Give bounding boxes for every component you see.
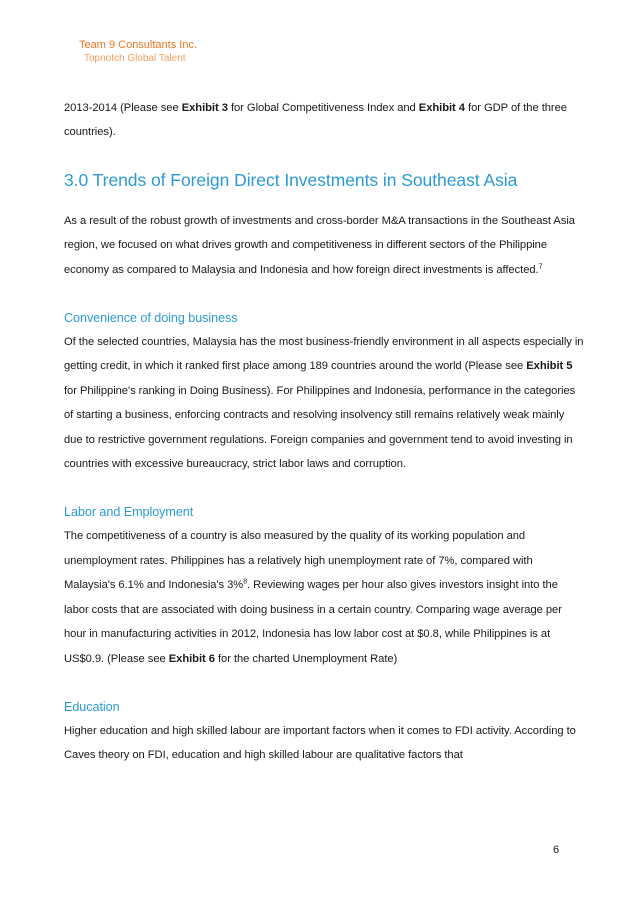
exhibit-5-ref: Exhibit 5 bbox=[526, 360, 573, 373]
exhibit-4-ref: Exhibit 4 bbox=[418, 102, 465, 114]
convenience-paragraph bbox=[64, 330, 584, 476]
footnote-7: 7 bbox=[538, 262, 543, 270]
exhibit-3-ref: Exhibit 3 bbox=[181, 102, 228, 114]
education-heading: Education bbox=[64, 699, 120, 714]
document-body bbox=[64, 96, 584, 768]
education-paragraph: Higher education and high skilled labour are important factors when it comes to FDI activity. According to Caves theory on FDI, education and high skilled labour are qualitative factors that bbox=[64, 724, 576, 762]
company-name: Team 9 Consultants Inc. bbox=[79, 39, 198, 51]
convenience-text-1: Of the selected countries, Malaysia has the most business-friendly environment in all aspects especially in getting credit, in which it ranked first place among 189 countries around the world (Please see bbox=[64, 336, 584, 373]
labor-heading: Labor and Employment bbox=[64, 505, 194, 520]
footnote-8: 8 bbox=[243, 578, 248, 586]
section-paragraph bbox=[64, 209, 584, 282]
labor-text-3: for the charted Unemployment Rate) bbox=[214, 652, 398, 665]
intro-paragraph bbox=[64, 96, 584, 145]
section-title: 3.0 Trends of Foreign Direct Investments in Southeast Asia bbox=[64, 169, 518, 190]
section-text: As a result of the robust growth of investments and cross-border M&A transactions in the Southeast Asia region, we focused on what drives growth and competitiveness in different sectors of the Philippine economy as compared to Malaysia and Indonesia and how foreign direct investments is affected. bbox=[64, 214, 575, 276]
intro-text-1: 2013-2014 (Please see bbox=[64, 102, 182, 114]
labor-text-2: . Reviewing wages per hour also gives investors insight into the labor costs that are associated with doing business in a certain country. Comparing wage average per hour in manufacturing activities in 2012, Indonesia has low labor cost at $0.8, while Philippines is at US$0.9. (Please see bbox=[64, 579, 562, 665]
intro-text-3: for GDP of the three countries). bbox=[64, 102, 567, 139]
convenience-heading: Convenience of doing business bbox=[64, 311, 238, 326]
labor-paragraph bbox=[64, 524, 584, 670]
intro-text-2: for Global Competitiveness Index and bbox=[227, 102, 419, 114]
page-number: 6 bbox=[553, 844, 560, 856]
page-header bbox=[79, 38, 197, 66]
labor-text-1: The competitiveness of a country is also measured by the quality of its working population and unemployment rates. Philippines has a relatively high unemployment rate of 7%, compared with Malaysia's 6.1% and Indonesia's 3% bbox=[64, 530, 533, 592]
company-tagline: Topnotch Global Talent bbox=[84, 53, 186, 64]
convenience-text-2: for Philippine's ranking in Doing Business). For Philippines and Indonesia, performance in the categories of starting a business, enforcing contracts and resolving insolvency still remains relatively weak mainly due to restrictive government regulations. Foreign companies and government tend to avoid investing in countries with excessive bureaucracy, strict labor laws and corruption. bbox=[64, 384, 576, 471]
exhibit-6-ref: Exhibit 6 bbox=[168, 652, 215, 665]
